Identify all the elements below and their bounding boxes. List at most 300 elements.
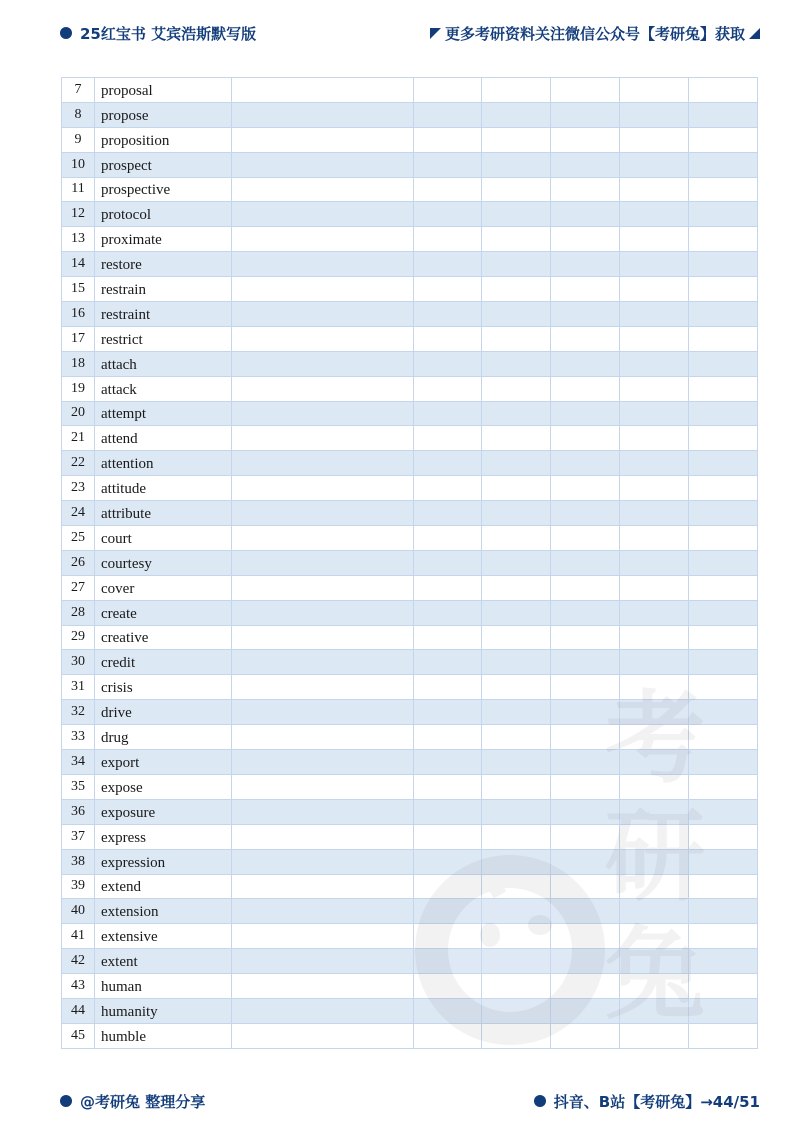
blank-writing-cell (414, 575, 482, 600)
blank-writing-cell (232, 600, 414, 625)
table-row (62, 625, 758, 650)
blank-writing-cell (232, 302, 414, 327)
blank-writing-cell (482, 949, 551, 974)
blank-writing-cell (551, 302, 620, 327)
blank-writing-cell (482, 650, 551, 675)
blank-writing-cell (551, 575, 620, 600)
blank-writing-cell (232, 625, 414, 650)
vocab-word: extensive (95, 924, 232, 949)
vocab-word: attack (95, 376, 232, 401)
blank-writing-cell (482, 799, 551, 824)
footer-page-info: 抖音、B站【考研兔】→44/51 (553, 1092, 760, 1111)
blank-writing-cell (620, 625, 689, 650)
blank-writing-cell (551, 824, 620, 849)
blank-writing-cell (689, 774, 758, 799)
blank-writing-cell (232, 277, 414, 302)
table-row (62, 127, 758, 152)
blank-writing-cell (551, 277, 620, 302)
header-right (430, 22, 760, 44)
vocab-word: protocol (95, 202, 232, 227)
row-number: 17 (62, 326, 95, 351)
blank-writing-cell (620, 252, 689, 277)
blank-writing-cell (482, 152, 551, 177)
blank-writing-cell (232, 102, 414, 127)
blank-writing-cell (551, 401, 620, 426)
blank-writing-cell (620, 451, 689, 476)
blank-writing-cell (620, 401, 689, 426)
table-row (62, 351, 758, 376)
row-number: 29 (62, 625, 95, 650)
vocab-word: attach (95, 351, 232, 376)
blank-writing-cell (482, 102, 551, 127)
blank-writing-cell (482, 700, 551, 725)
blank-writing-cell (232, 700, 414, 725)
blank-writing-cell (689, 351, 758, 376)
blank-writing-cell (689, 401, 758, 426)
vocab-word: extension (95, 899, 232, 924)
triangle-left-icon (430, 28, 441, 39)
blank-writing-cell (620, 750, 689, 775)
blank-writing-cell (232, 849, 414, 874)
table-row (62, 401, 758, 426)
blank-writing-cell (232, 476, 414, 501)
blank-writing-cell (414, 426, 482, 451)
blank-writing-cell (414, 974, 482, 999)
vocab-word: restrict (95, 326, 232, 351)
table-row (62, 750, 758, 775)
blank-writing-cell (689, 277, 758, 302)
blank-writing-cell (414, 102, 482, 127)
blank-writing-cell (482, 725, 551, 750)
row-number: 35 (62, 774, 95, 799)
blank-writing-cell (689, 924, 758, 949)
blank-writing-cell (482, 998, 551, 1023)
vocab-word: humanity (95, 998, 232, 1023)
blank-writing-cell (689, 426, 758, 451)
blank-writing-cell (414, 700, 482, 725)
vocab-word: cover (95, 575, 232, 600)
blank-writing-cell (551, 874, 620, 899)
blank-writing-cell (414, 526, 482, 551)
blank-writing-cell (551, 351, 620, 376)
row-number: 41 (62, 924, 95, 949)
blank-writing-cell (689, 302, 758, 327)
blank-writing-cell (620, 78, 689, 103)
blank-writing-cell (620, 824, 689, 849)
blank-writing-cell (482, 302, 551, 327)
blank-writing-cell (232, 1023, 414, 1048)
vocab-word: attend (95, 426, 232, 451)
blank-writing-cell (232, 78, 414, 103)
blank-writing-cell (551, 625, 620, 650)
triangle-right-icon (749, 28, 760, 39)
blank-writing-cell (482, 600, 551, 625)
bullet-dot-icon (534, 1095, 546, 1107)
blank-writing-cell (232, 575, 414, 600)
row-number: 33 (62, 725, 95, 750)
blank-writing-cell (689, 824, 758, 849)
blank-writing-cell (620, 376, 689, 401)
blank-writing-cell (689, 575, 758, 600)
row-number: 32 (62, 700, 95, 725)
vocab-word: courtesy (95, 550, 232, 575)
table-row (62, 949, 758, 974)
blank-writing-cell (414, 874, 482, 899)
table-row (62, 899, 758, 924)
blank-writing-cell (620, 351, 689, 376)
blank-writing-cell (414, 750, 482, 775)
blank-writing-cell (620, 998, 689, 1023)
vocab-word: credit (95, 650, 232, 675)
blank-writing-cell (414, 152, 482, 177)
vocab-word: attention (95, 451, 232, 476)
blank-writing-cell (414, 824, 482, 849)
table-row (62, 575, 758, 600)
table-row (62, 824, 758, 849)
blank-writing-cell (551, 949, 620, 974)
vocab-word: prospective (95, 177, 232, 202)
blank-writing-cell (620, 326, 689, 351)
blank-writing-cell (414, 675, 482, 700)
blank-writing-cell (232, 725, 414, 750)
blank-writing-cell (232, 750, 414, 775)
blank-writing-cell (232, 326, 414, 351)
blank-writing-cell (482, 824, 551, 849)
blank-writing-cell (232, 252, 414, 277)
blank-writing-cell (482, 874, 551, 899)
blank-writing-cell (689, 102, 758, 127)
blank-writing-cell (689, 625, 758, 650)
table-row (62, 302, 758, 327)
table-row (62, 700, 758, 725)
blank-writing-cell (482, 625, 551, 650)
blank-writing-cell (551, 326, 620, 351)
blank-writing-cell (482, 1023, 551, 1048)
table-row (62, 725, 758, 750)
blank-writing-cell (414, 227, 482, 252)
blank-writing-cell (620, 227, 689, 252)
vocab-word: restraint (95, 302, 232, 327)
bullet-dot-icon (60, 1095, 72, 1107)
table-row (62, 501, 758, 526)
table-row (62, 376, 758, 401)
blank-writing-cell (620, 501, 689, 526)
blank-writing-cell (689, 476, 758, 501)
vocab-word: extend (95, 874, 232, 899)
blank-writing-cell (482, 974, 551, 999)
blank-writing-cell (551, 700, 620, 725)
table-row (62, 177, 758, 202)
row-number: 27 (62, 575, 95, 600)
blank-writing-cell (689, 675, 758, 700)
blank-writing-cell (414, 277, 482, 302)
blank-writing-cell (232, 899, 414, 924)
blank-writing-cell (689, 799, 758, 824)
vocab-word: expression (95, 849, 232, 874)
row-number: 21 (62, 426, 95, 451)
blank-writing-cell (551, 252, 620, 277)
vocab-word: propose (95, 102, 232, 127)
blank-writing-cell (482, 575, 551, 600)
blank-writing-cell (482, 849, 551, 874)
vocab-word: proposition (95, 127, 232, 152)
blank-writing-cell (232, 824, 414, 849)
blank-writing-cell (620, 675, 689, 700)
blank-writing-cell (482, 924, 551, 949)
table-row (62, 78, 758, 103)
table-row (62, 650, 758, 675)
blank-writing-cell (232, 227, 414, 252)
blank-writing-cell (620, 974, 689, 999)
blank-writing-cell (689, 451, 758, 476)
blank-writing-cell (482, 501, 551, 526)
blank-writing-cell (551, 227, 620, 252)
blank-writing-cell (414, 302, 482, 327)
blank-writing-cell (414, 376, 482, 401)
blank-writing-cell (689, 849, 758, 874)
vocab-word: humble (95, 1023, 232, 1048)
table-row (62, 326, 758, 351)
blank-writing-cell (620, 949, 689, 974)
blank-writing-cell (551, 177, 620, 202)
blank-writing-cell (620, 1023, 689, 1048)
blank-writing-cell (414, 650, 482, 675)
row-number: 26 (62, 550, 95, 575)
row-number: 38 (62, 849, 95, 874)
table-row (62, 152, 758, 177)
blank-writing-cell (232, 998, 414, 1023)
blank-writing-cell (482, 426, 551, 451)
blank-writing-cell (620, 799, 689, 824)
blank-writing-cell (232, 401, 414, 426)
blank-writing-cell (232, 501, 414, 526)
blank-writing-cell (551, 501, 620, 526)
row-number: 31 (62, 675, 95, 700)
blank-writing-cell (689, 252, 758, 277)
vocab-word: create (95, 600, 232, 625)
vocab-word: drive (95, 700, 232, 725)
blank-writing-cell (689, 600, 758, 625)
blank-writing-cell (414, 326, 482, 351)
vocab-word: attitude (95, 476, 232, 501)
row-number: 25 (62, 526, 95, 551)
vocabulary-table (61, 77, 758, 1049)
blank-writing-cell (482, 202, 551, 227)
blank-writing-cell (689, 526, 758, 551)
blank-writing-cell (232, 202, 414, 227)
row-number: 13 (62, 227, 95, 252)
blank-writing-cell (551, 600, 620, 625)
row-number: 15 (62, 277, 95, 302)
row-number: 43 (62, 974, 95, 999)
blank-writing-cell (232, 774, 414, 799)
blank-writing-cell (482, 550, 551, 575)
blank-writing-cell (232, 874, 414, 899)
vocab-word: attempt (95, 401, 232, 426)
blank-writing-cell (620, 600, 689, 625)
blank-writing-cell (414, 924, 482, 949)
table-row (62, 476, 758, 501)
blank-writing-cell (414, 774, 482, 799)
blank-writing-cell (620, 550, 689, 575)
footer-left (60, 1090, 205, 1112)
blank-writing-cell (551, 451, 620, 476)
row-number: 22 (62, 451, 95, 476)
table-row (62, 774, 758, 799)
vocab-word: export (95, 750, 232, 775)
blank-writing-cell (620, 700, 689, 725)
blank-writing-cell (620, 152, 689, 177)
vocab-word: expose (95, 774, 232, 799)
blank-writing-cell (551, 725, 620, 750)
blank-writing-cell (551, 476, 620, 501)
blank-writing-cell (689, 700, 758, 725)
row-number: 23 (62, 476, 95, 501)
blank-writing-cell (482, 252, 551, 277)
blank-writing-cell (414, 401, 482, 426)
blank-writing-cell (482, 401, 551, 426)
blank-writing-cell (551, 1023, 620, 1048)
header-promo: 更多考研资料关注微信公众号【考研兔】获取 (444, 24, 745, 43)
vocabulary-table-body (62, 78, 758, 1049)
blank-writing-cell (414, 252, 482, 277)
table-row (62, 451, 758, 476)
watermark-text: 考 兔 (605, 680, 705, 1033)
vocab-word: court (95, 526, 232, 551)
blank-writing-cell (414, 725, 482, 750)
blank-writing-cell (620, 526, 689, 551)
table-row (62, 1023, 758, 1048)
blank-writing-cell (482, 326, 551, 351)
vocab-word: express (95, 824, 232, 849)
blank-writing-cell (232, 177, 414, 202)
row-number: 16 (62, 302, 95, 327)
blank-writing-cell (232, 451, 414, 476)
blank-writing-cell (482, 899, 551, 924)
blank-writing-cell (551, 799, 620, 824)
blank-writing-cell (620, 650, 689, 675)
table-row (62, 600, 758, 625)
blank-writing-cell (551, 102, 620, 127)
blank-writing-cell (620, 277, 689, 302)
footer-right (534, 1090, 760, 1112)
blank-writing-cell (551, 974, 620, 999)
blank-writing-cell (232, 376, 414, 401)
blank-writing-cell (689, 974, 758, 999)
blank-writing-cell (482, 78, 551, 103)
blank-writing-cell (232, 351, 414, 376)
footer-credit: @考研兔 整理分享 (80, 1092, 206, 1111)
blank-writing-cell (414, 998, 482, 1023)
blank-writing-cell (620, 302, 689, 327)
blank-writing-cell (232, 799, 414, 824)
blank-writing-cell (482, 351, 551, 376)
row-number: 14 (62, 252, 95, 277)
blank-writing-cell (620, 127, 689, 152)
row-number: 42 (62, 949, 95, 974)
blank-writing-cell (551, 650, 620, 675)
row-number: 18 (62, 351, 95, 376)
row-number: 37 (62, 824, 95, 849)
blank-writing-cell (232, 127, 414, 152)
blank-writing-cell (620, 426, 689, 451)
vocab-word: prospect (95, 152, 232, 177)
row-number: 10 (62, 152, 95, 177)
blank-writing-cell (414, 476, 482, 501)
row-number: 12 (62, 202, 95, 227)
blank-writing-cell (414, 849, 482, 874)
blank-writing-cell (620, 725, 689, 750)
table-row (62, 849, 758, 874)
blank-writing-cell (689, 227, 758, 252)
blank-writing-cell (689, 949, 758, 974)
vocab-word: proximate (95, 227, 232, 252)
blank-writing-cell (414, 625, 482, 650)
blank-writing-cell (482, 675, 551, 700)
vocab-word: proposal (95, 78, 232, 103)
row-number: 45 (62, 1023, 95, 1048)
blank-writing-cell (551, 924, 620, 949)
vocab-word: drug (95, 725, 232, 750)
row-number: 36 (62, 799, 95, 824)
blank-writing-cell (551, 899, 620, 924)
blank-writing-cell (414, 451, 482, 476)
blank-writing-cell (414, 78, 482, 103)
table-row (62, 227, 758, 252)
blank-writing-cell (414, 899, 482, 924)
blank-writing-cell (482, 376, 551, 401)
table-row (62, 277, 758, 302)
blank-writing-cell (689, 177, 758, 202)
table-row (62, 102, 758, 127)
blank-writing-cell (414, 177, 482, 202)
table-row (62, 252, 758, 277)
blank-writing-cell (620, 476, 689, 501)
blank-writing-cell (551, 376, 620, 401)
blank-writing-cell (482, 526, 551, 551)
row-number: 24 (62, 501, 95, 526)
blank-writing-cell (689, 1023, 758, 1048)
blank-writing-cell (414, 1023, 482, 1048)
blank-writing-cell (689, 550, 758, 575)
row-number: 8 (62, 102, 95, 127)
blank-writing-cell (620, 575, 689, 600)
blank-writing-cell (482, 277, 551, 302)
blank-writing-cell (620, 899, 689, 924)
vocab-word: restore (95, 252, 232, 277)
blank-writing-cell (620, 774, 689, 799)
blank-writing-cell (232, 526, 414, 551)
blank-writing-cell (232, 924, 414, 949)
blank-writing-cell (414, 550, 482, 575)
blank-writing-cell (689, 202, 758, 227)
blank-writing-cell (232, 675, 414, 700)
blank-writing-cell (551, 78, 620, 103)
blank-writing-cell (620, 177, 689, 202)
blank-writing-cell (689, 874, 758, 899)
blank-writing-cell (689, 750, 758, 775)
vocab-word: extent (95, 949, 232, 974)
blank-writing-cell (482, 774, 551, 799)
blank-writing-cell (551, 526, 620, 551)
blank-writing-cell (551, 127, 620, 152)
row-number: 40 (62, 899, 95, 924)
blank-writing-cell (414, 351, 482, 376)
row-number: 11 (62, 177, 95, 202)
blank-writing-cell (232, 650, 414, 675)
vocab-word: exposure (95, 799, 232, 824)
blank-writing-cell (689, 326, 758, 351)
